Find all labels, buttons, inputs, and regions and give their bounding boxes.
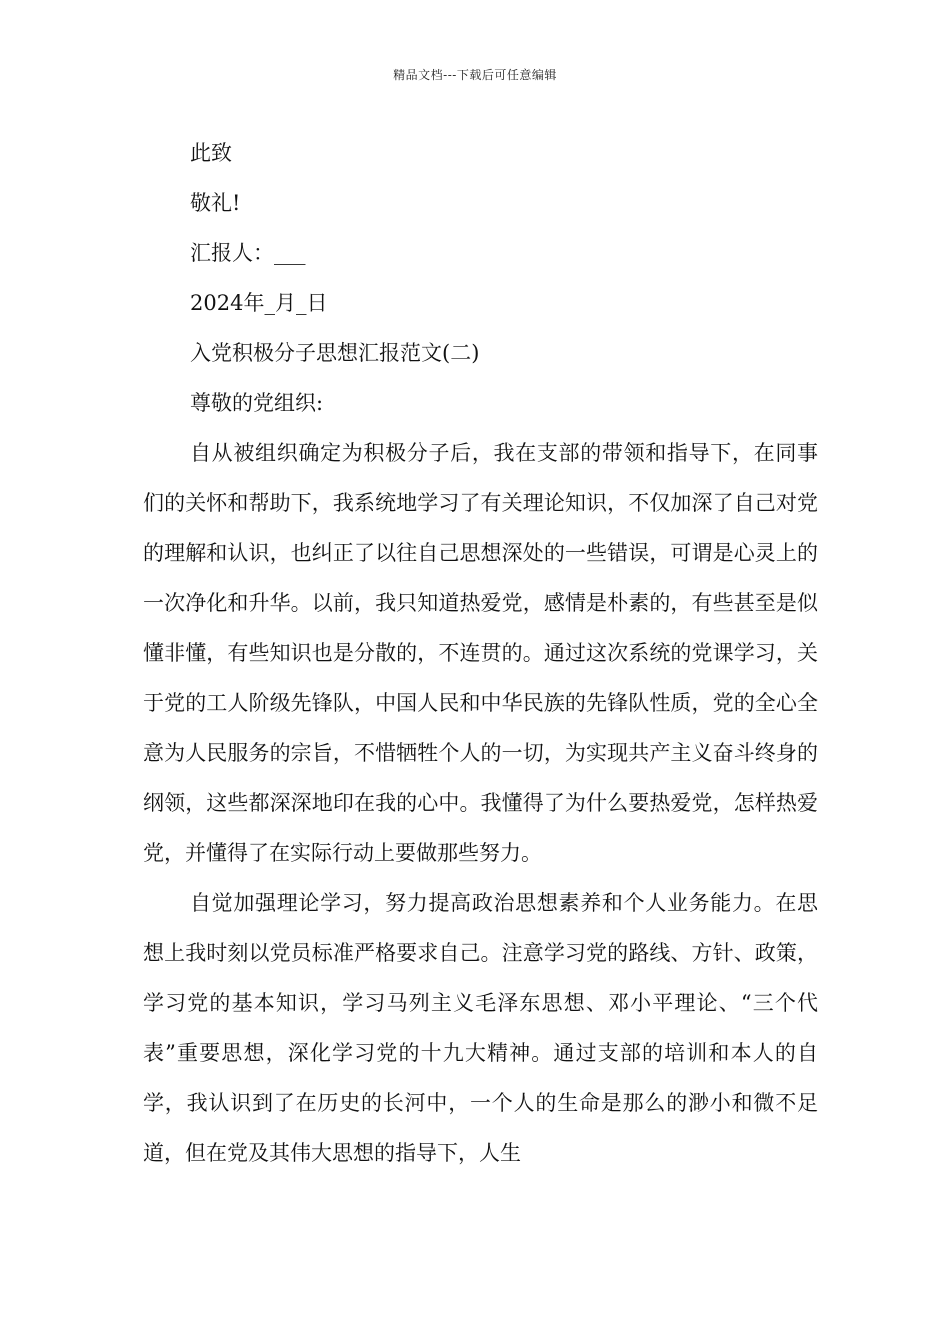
date-line: 2024年_月_日: [190, 291, 328, 315]
greeting: 尊敬的党组织:: [190, 391, 324, 415]
closing-salutation-2: 敬礼!: [190, 191, 241, 215]
document-body: [143, 128, 818, 1178]
page-header: 精品文档---下载后可任意编辑: [393, 68, 557, 82]
closing-salutation-1: 此致: [190, 141, 232, 165]
paragraph-2: 自觉加强理论学习，努力提高政治思想素养和个人业务能力。在思想上我时刻以党员标准严格要求自己。注意学习党的路线、方针、政策，学习党的基本知识，学习马列主义毛泽东思想、邓小平理论、“三个代表”重要思想，深化学习党的十九大精神。通过支部的培训和本人的自学，我认识到了在历史的长河中，一个人的生命是那么的渺小和微不足道，但在党及其伟大思想的指导下，人生: [143, 891, 818, 1165]
paragraph-1: 自从被组织确定为积极分子后，我在支部的带领和指导下，在同事们的关怀和帮助下，我系统地学习了有关理论知识，不仅加深了自己对党的理解和认识，也纠正了以往自己思想深处的一些错误，可谓是心灵上的一次净化和升华。以前，我只知道热爱党，感情是朴素的，有些甚至是似懂非懂，有些知识也是分散的，不连贯的。通过这次系统的党课学习，关于党的工人阶级先锋队，中国人民和中华民族的先锋队性质，党的全心全意为人民服务的宗旨，不惜牺牲个人的一切，为实现共产主义奋斗终身的纲领，这些都深深地印在我的心中。我懂得了为什么要热爱党，怎样热爱党，并懂得了在实际行动上要做那些努力。: [143, 441, 818, 865]
reporter-line: 汇报人：___: [190, 241, 306, 265]
section-title: 入党积极分子思想汇报范文(二): [190, 341, 480, 365]
